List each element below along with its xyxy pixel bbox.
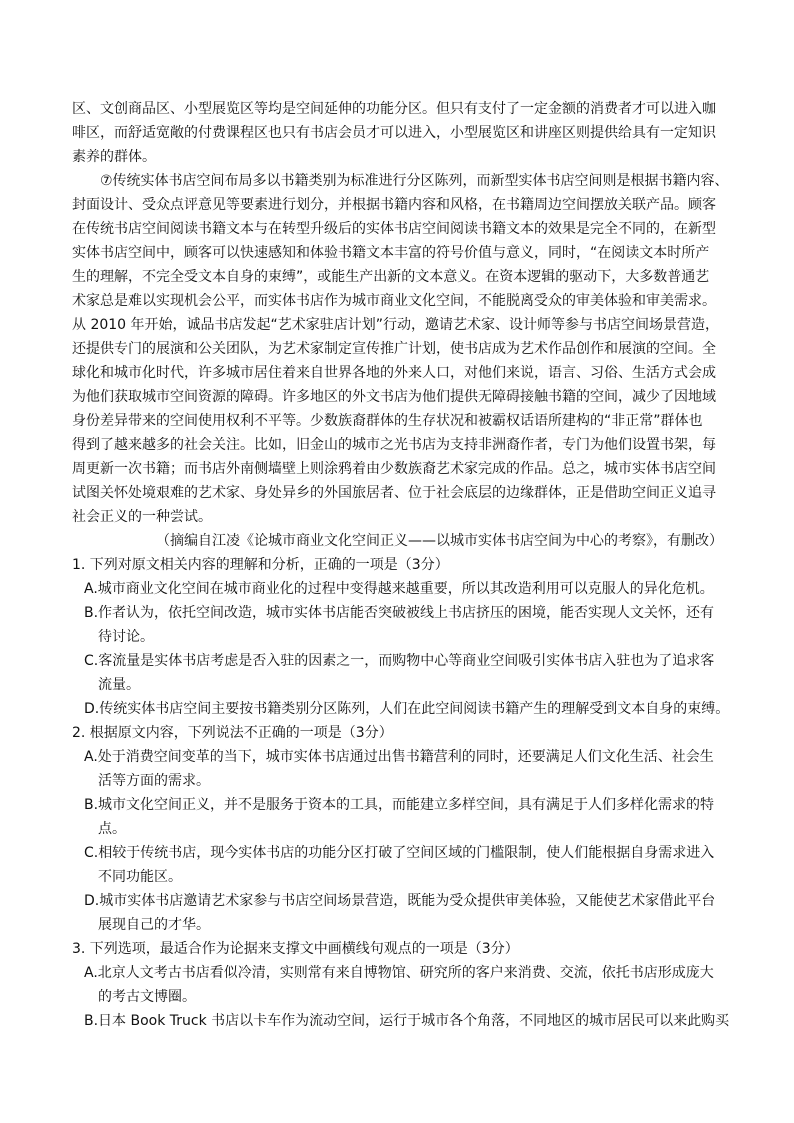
question-stem: 3. 下列选项，最适合作为论据来支撑文中画横线句观点的一项是（3分）: [72, 941, 519, 957]
text-line: 社会正义的一种尝试。: [72, 509, 212, 525]
option-a: [72, 577, 736, 601]
option-d: [72, 697, 736, 721]
option-text-continued: 的考古文博圈。: [98, 989, 196, 1005]
question-stem: 1. 下列对原文相关内容的理解和分析，正确的一项是（3分）: [72, 557, 449, 573]
text-line: 还提供专门的展演和公关团队，为艺术家制定宣传推广计划，使书店成为艺术作品创作和展演的空间。全: [72, 341, 716, 357]
text-line: 生的理解，不完全受文本自身的束缚”，或能生产出新的文本意义。在资本逻辑的驱动下，大多数普通艺: [72, 269, 710, 285]
text-line: 区、文创商品区、小型展览区等均是空间延伸的功能分区。但只有支付了一定金额的消费者才可以进入咖: [72, 101, 716, 117]
text-line: 素养的群体。: [72, 149, 156, 165]
text-line: 身份差异带来的空间使用权利不平等。少数族裔群体的生存状况和被霸权话语所建构的“非正常”群体也: [72, 413, 703, 429]
text-line: 啡区，而舒适宽敞的付费课程区也只有书店会员才可以进入，小型展览区和讲座区则提供给具有一定知识: [72, 125, 716, 141]
option-b: [72, 1009, 736, 1033]
option-a: [72, 745, 736, 793]
text-line: 术家总是难以实现机会公平，而实体书店作为城市商业文化空间，不能脱离受众的审美体验和审美需求。: [72, 293, 716, 309]
text-line: ⑦传统实体书店空间布局多以书籍类别为标准进行分区陈列，而新型实体书店空间则是根据书籍内容、: [100, 173, 729, 189]
option-a: [72, 961, 736, 1009]
option-text: A.北京人文考古书店看似冷清，实则常有来自博物馆、研究所的客户来消费、交流，依托书店形成庞大: [84, 965, 714, 981]
option-text: D.传统实体书店空间主要按书籍类别分区陈列，人们在此空间阅读书籍产生的理解受到文本自身的束缚。: [84, 701, 730, 717]
text-line: 得到了越来越多的社会关注。比如，旧金山的城市之光书店为支持非洲裔作者，专门为他们设置书架，每: [72, 437, 716, 453]
passage-continued-paragraph: [72, 97, 736, 169]
option-text: A.处于消费空间变革的当下，城市实体书店通过出售书籍营利的同时，还要满足人们文化生活、社会生: [84, 749, 714, 765]
option-text-continued: 不同功能区。: [98, 869, 182, 885]
option-text-continued: 待讨论。: [98, 629, 154, 645]
option-c: [72, 841, 736, 889]
option-text: B.作者认为，依托空间改造，城市实体书店能否突破被线上书店挤压的困境，能否实现人文关怀，还有: [84, 605, 715, 621]
option-text: C.相较于传统书店，现今实体书店的功能分区打破了空间区域的门槛限制，使人们能根据自身需求进入: [84, 845, 715, 861]
text-line: 试图关怀处境艰难的艺术家、身处异乡的外国旅居者、位于社会底层的边缘群体，正是借助空间正义追寻: [72, 485, 716, 501]
option-d: [72, 889, 736, 937]
option-text-continued: 流量。: [98, 677, 140, 693]
text-line: 封面设计、受众点评意见等要素进行划分，并根据书籍内容和风格，在书籍周边空间摆放关联产品。顾客: [72, 197, 716, 213]
text-line: 为他们获取城市空间资源的障碍。许多地区的外文书店为他们提供无障碍接触书籍的空间，减少了因地域: [72, 389, 716, 405]
question-stem: 2. 根据原文内容，下列说法不正确的一项是（3分）: [72, 725, 393, 741]
option-b: [72, 793, 736, 841]
option-text: C.客流量是实体书店考虑是否入驻的因素之一，而购物中心等商业空间吸引实体书店入驻也为了追求客: [84, 653, 715, 669]
option-text: D.城市实体书店邀请艺术家参与书店空间场景营造，既能为受众提供审美体验，又能使艺术家借此平台: [84, 893, 716, 909]
question-3: [72, 937, 736, 1033]
option-b: [72, 601, 736, 649]
option-text: B.城市文化空间正义，并不是服务于资本的工具，而能建立多样空间，具有满足于人们多样化需求的特: [84, 797, 715, 813]
option-c: [72, 649, 736, 697]
text-line: 从 2010 年开始，诚品书店发起“艺术家驻店计划”行动，邀请艺术家、设计师等参与书店空间场景营造，: [72, 317, 720, 333]
option-text: B.日本 Book Truck 书店以卡车作为流动空间，运行于城市各个角落，不同地区的城市居民可以来此购买: [84, 1013, 730, 1029]
text-line: 球化和城市化时代，许多城市居住着来自世界各地的外来人口，对他们来说，语言、习俗、生活方式会成: [72, 365, 716, 381]
text-line: 周更新一次书籍；而书店外南侧墙壁上则涂鸦着由少数族裔艺术家完成的作品。总之，城市实体书店空间: [72, 461, 716, 477]
exam-page: [72, 97, 736, 1033]
question-2: [72, 721, 736, 937]
text-line: 实体书店空间中，顾客可以快速感知和体验书籍文本丰富的符号价值与意义，同时，“在阅读文本时所产: [72, 245, 710, 261]
option-text-continued: 活等方面的需求。: [98, 773, 210, 789]
option-text-continued: 点。: [98, 821, 126, 837]
text-line: 在传统书店空间阅读书籍文本与在转型升级后的实体书店空间阅读书籍文本的效果是完全不同的，在新型: [72, 221, 716, 237]
source-citation: （摘编自江凌《论城市商业文化空间正义——以城市实体书店空间为中心的考察》，有删改）: [156, 533, 723, 549]
passage-paragraph-7: [72, 169, 736, 529]
question-1: [72, 553, 736, 721]
option-text-continued: 展现自己的才华。: [98, 917, 210, 933]
option-text: A.城市商业文化空间在城市商业化的过程中变得越来越重要，所以其改造利用可以克服人的异化危机。: [84, 581, 714, 597]
